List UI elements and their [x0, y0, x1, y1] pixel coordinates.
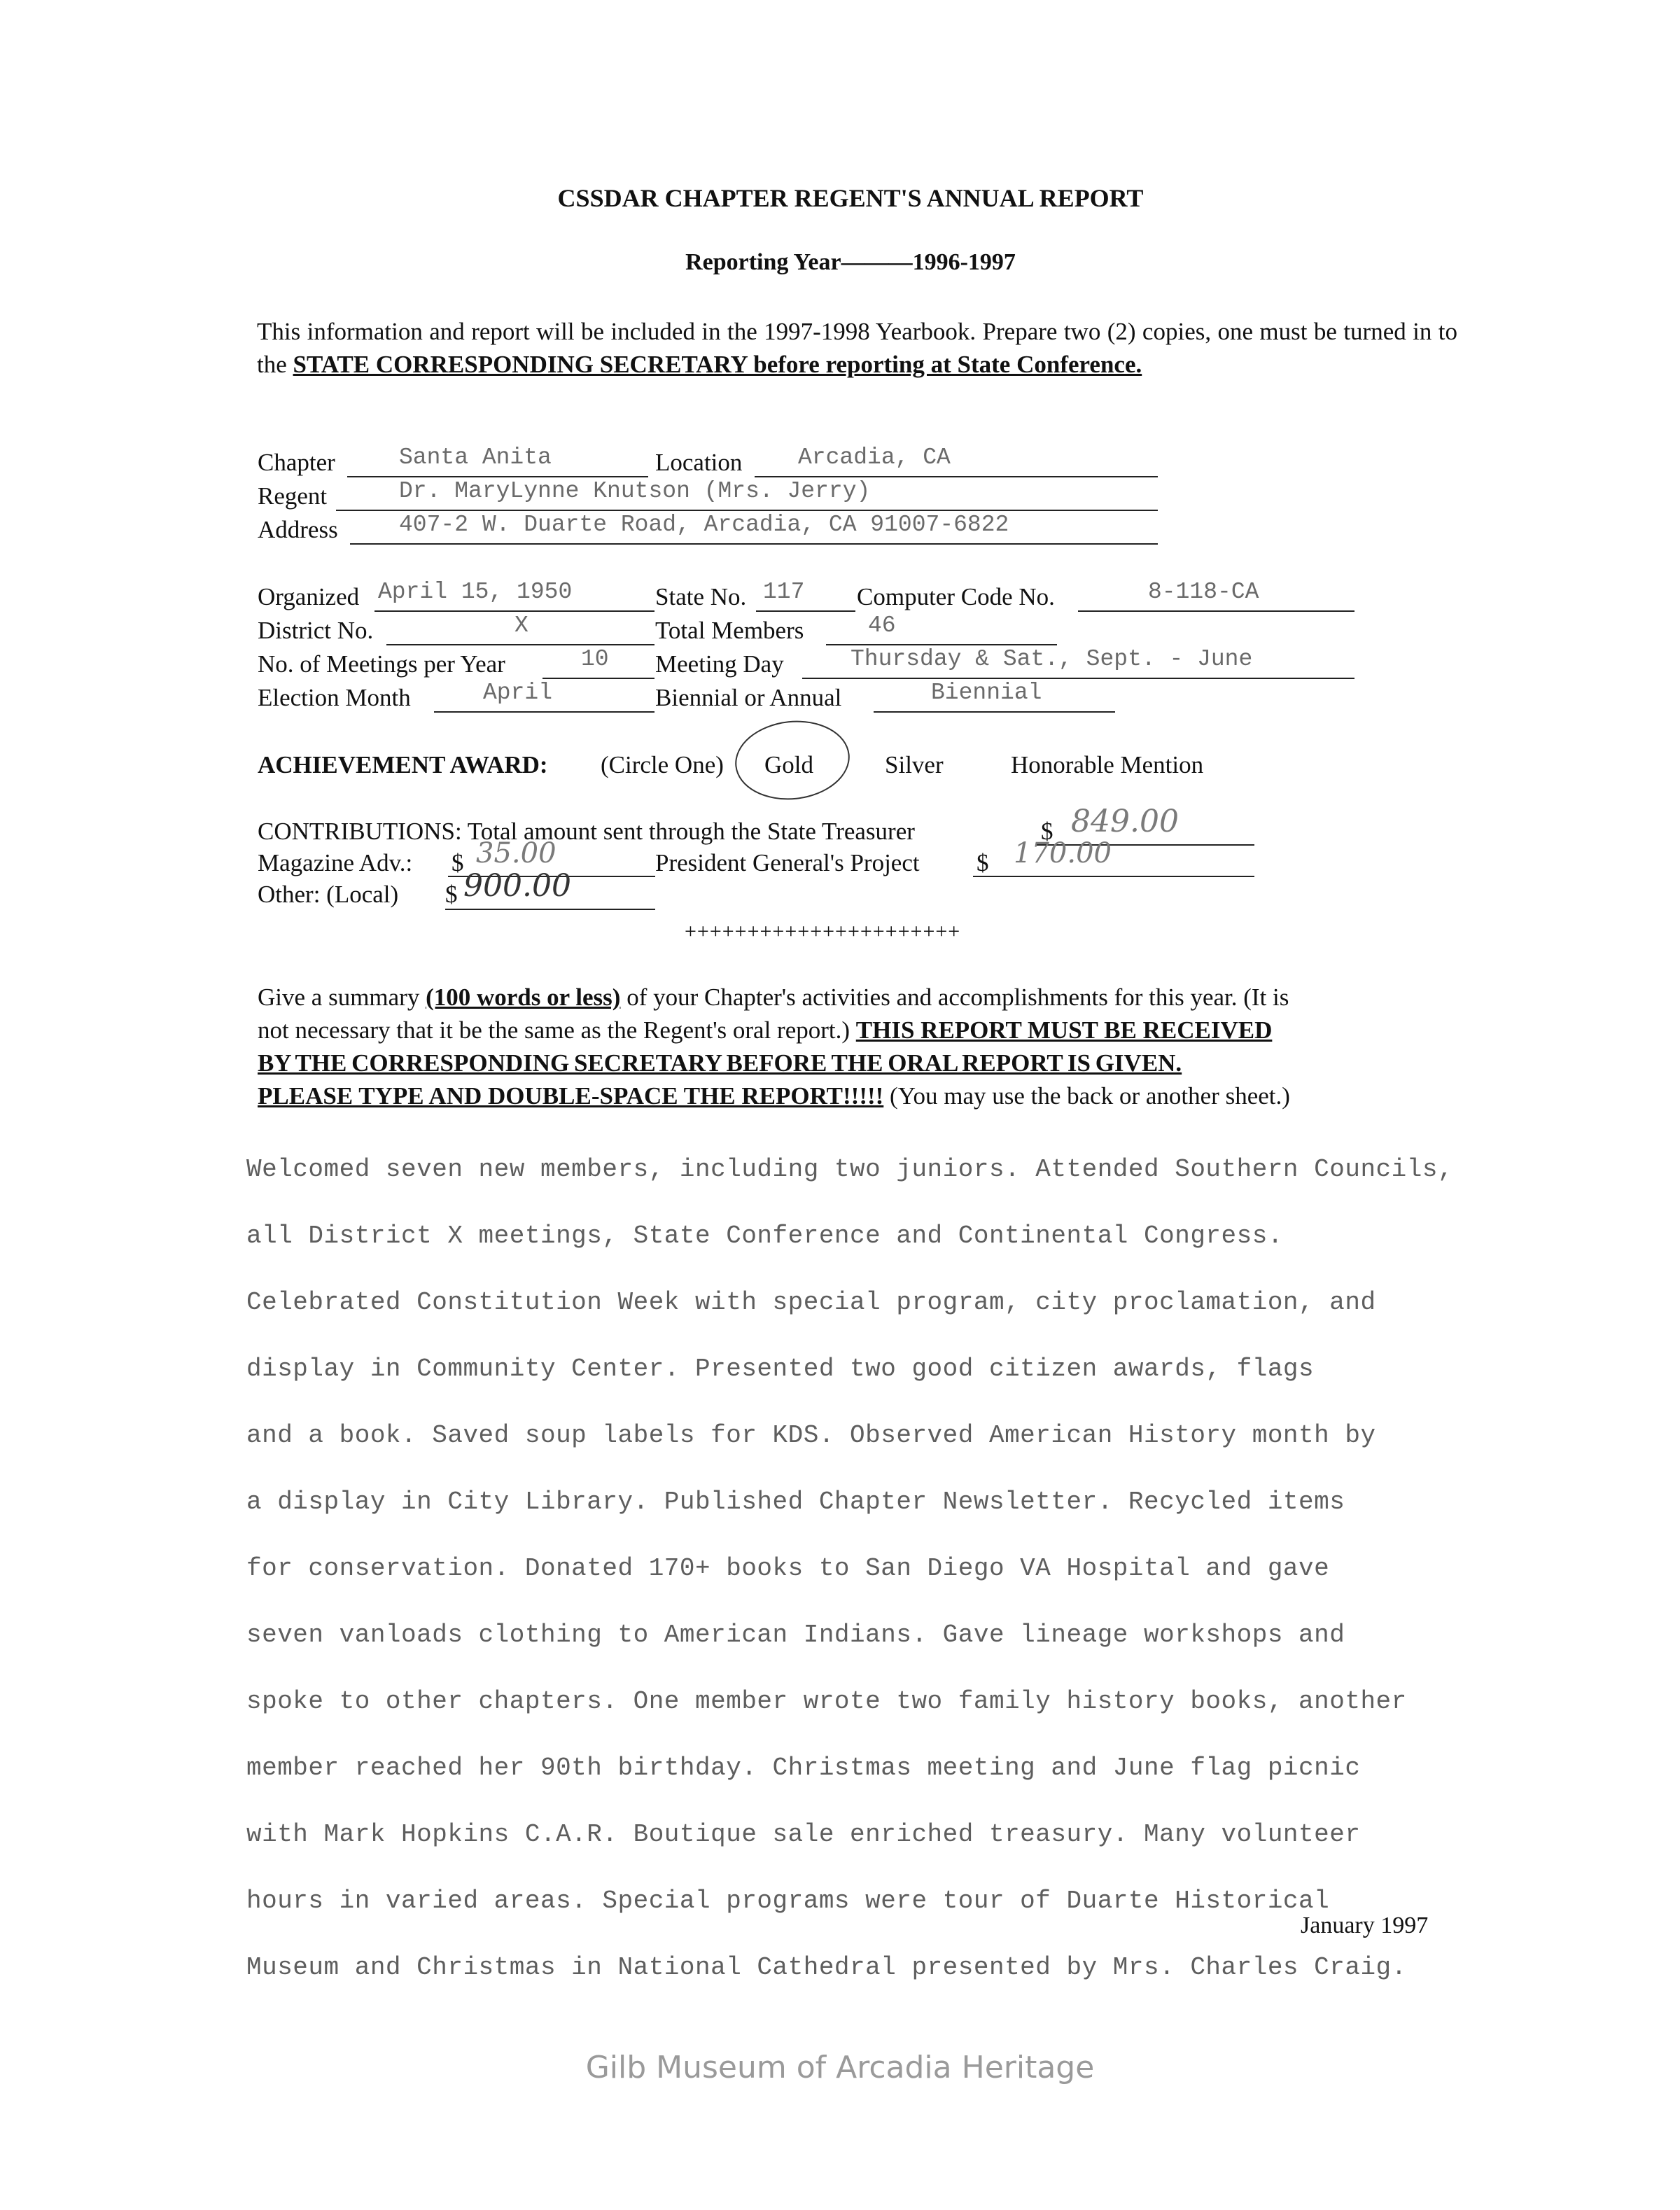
- award-honorable: Honorable Mention: [1011, 751, 1204, 778]
- summary-line: for conservation. Donated 170+ books to San Diego VA Hospital and gave: [246, 1554, 1330, 1583]
- organized-label: Organized: [258, 583, 360, 610]
- meeting-day-label: Meeting Day: [655, 650, 784, 678]
- award-instruction: (Circle One): [601, 751, 724, 778]
- intro-paragraph: [257, 315, 1457, 381]
- footer-date: January 1997: [1301, 1912, 1429, 1938]
- contributions-total-currency: $: [1041, 818, 1054, 845]
- chapter-underline: [347, 476, 648, 477]
- regent-label: Regent: [258, 482, 328, 510]
- summary-line: a display in City Library. Published Chapter Newsletter. Recycled items: [246, 1488, 1345, 1516]
- other-value: 900.00: [463, 868, 571, 904]
- separator-plus-line: ++++++++++++++++++++++: [685, 920, 961, 943]
- meetings-label: No. of Meetings per Year: [258, 650, 505, 678]
- pg-project-value: 170.00: [1014, 837, 1112, 869]
- other-label: Other: (Local): [258, 881, 399, 908]
- pg-project-underline: [973, 876, 1254, 877]
- total-members-label: Total Members: [655, 617, 804, 644]
- intro-bold-text: STATE CORRESPONDING SECRETARY before reporting at State Conference.: [293, 351, 1142, 378]
- total-members-underline: [826, 644, 1057, 645]
- chapter-label: Chapter: [258, 449, 335, 476]
- contributions-label: CONTRIBUTIONS: Total amount sent through the State Treasurer: [258, 818, 915, 845]
- museum-watermark: Gilb Museum of Arcadia Heritage: [585, 2050, 1095, 2085]
- summary-line: Celebrated Constitution Week with special program, city proclamation, and: [246, 1288, 1376, 1317]
- meeting-day-underline: [802, 678, 1354, 679]
- pg-project-label: President General's Project: [655, 849, 920, 876]
- state-no-underline: [756, 610, 855, 612]
- summary-line: hours in varied areas. Special programs were tour of Duarte Historical: [246, 1887, 1330, 1915]
- instr-1a: Give a summary: [258, 984, 426, 1011]
- summary-line: and a book. Saved soup labels for KDS. Observed American History month by: [246, 1421, 1376, 1450]
- summary-instructions-line1: [258, 984, 1289, 1012]
- magazine-value: 35.00: [476, 837, 556, 869]
- biennial-label: Biennial or Annual: [655, 684, 842, 711]
- pg-project-currency: $: [976, 849, 989, 876]
- award-silver: Silver: [885, 751, 944, 778]
- election-underline: [434, 711, 654, 713]
- other-currency: $: [445, 881, 458, 908]
- organized-underline: [374, 610, 654, 612]
- award-gold: Gold: [764, 751, 813, 778]
- chapter-value: Santa Anita: [399, 445, 552, 470]
- instr-1b: (100 words or less): [426, 984, 621, 1011]
- regent-value: Dr. MaryLynne Knutson (Mrs. Jerry): [399, 478, 871, 504]
- address-value: 407-2 W. Duarte Road, Arcadia, CA 91007-6822: [399, 512, 1009, 538]
- biennial-value: Biennial: [931, 680, 1042, 706]
- location-value: Arcadia, CA: [798, 445, 951, 470]
- election-label: Election Month: [258, 684, 411, 711]
- instr-1c: of your Chapter's activities and accomplishments for this year. (It is: [620, 984, 1289, 1011]
- state-no-value: 117: [763, 579, 805, 605]
- summary-line: Welcomed seven new members, including two juniors. Attended Southern Councils,: [246, 1155, 1454, 1184]
- instr-4a: PLEASE TYPE AND DOUBLE-SPACE THE REPORT!!!!!: [258, 1082, 884, 1110]
- address-label: Address: [258, 516, 338, 543]
- summary-line: all District X meetings, State Conference and Continental Congress.: [246, 1222, 1283, 1250]
- total-members-value: 46: [868, 613, 896, 638]
- meetings-value: 10: [581, 646, 609, 672]
- district-value: X: [514, 613, 528, 638]
- location-label: Location: [655, 449, 743, 476]
- computer-code-label: Computer Code No.: [857, 583, 1055, 610]
- other-underline: [445, 909, 655, 910]
- summary-line: Museum and Christmas in National Cathedral presented by Mrs. Charles Craig.: [246, 1953, 1407, 1982]
- report-title: CSSDAR CHAPTER REGENT'S ANNUAL REPORT: [557, 184, 1144, 212]
- summary-line: member reached her 90th birthday. Christmas meeting and June flag picnic: [246, 1754, 1361, 1782]
- summary-instructions-line3: BY THE CORRESPONDING SECRETARY BEFORE THE ORAL REPORT IS GIVEN.: [258, 1049, 1182, 1077]
- computer-code-underline: [1078, 610, 1354, 612]
- district-label: District No.: [258, 617, 374, 644]
- intro-text: This information and report will be included in the 1997-1998 Yearbook. Prepare two (2) copies, one must be turned in to the: [257, 318, 1457, 378]
- state-no-label: State No.: [655, 583, 747, 610]
- summary-line: with Mark Hopkins C.A.R. Boutique sale enriched treasury. Many volunteer: [246, 1820, 1361, 1849]
- summary-line: seven vanloads clothing to American Indians. Gave lineage workshops and: [246, 1621, 1345, 1649]
- district-underline: [386, 644, 654, 645]
- instr-2b: THIS REPORT MUST BE RECEIVED: [855, 1016, 1273, 1044]
- summary-line: display in Community Center. Presented two good citizen awards, flags: [246, 1355, 1315, 1383]
- computer-code-value: 8-118-CA: [1148, 579, 1259, 605]
- organized-value: April 15, 1950: [378, 579, 573, 605]
- location-underline: [755, 476, 1158, 477]
- regent-underline: [336, 510, 1158, 511]
- meeting-day-value: Thursday & Sat., Sept. - June: [850, 646, 1253, 672]
- instr-2a: not necessary that it be the same as the Regent's oral report.): [258, 1016, 856, 1044]
- magazine-currency: $: [451, 849, 464, 876]
- reporting-year: Reporting Year———1996-1997: [685, 249, 1016, 275]
- summary-instructions-line2: [258, 1016, 1272, 1044]
- gold-selection-circle: [732, 715, 854, 806]
- address-underline: [350, 543, 1158, 545]
- contributions-total-value: 849.00: [1071, 804, 1179, 839]
- biennial-underline: [874, 711, 1115, 713]
- summary-line: spoke to other chapters. One member wrote two family history books, another: [246, 1687, 1407, 1716]
- award-label: ACHIEVEMENT AWARD:: [258, 751, 548, 778]
- meetings-underline: [542, 678, 654, 679]
- election-value: April: [483, 680, 553, 706]
- instr-4b: (You may use the back or another sheet.): [883, 1082, 1290, 1110]
- magazine-label: Magazine Adv.:: [258, 849, 413, 876]
- summary-instructions-line4: [258, 1082, 1290, 1110]
